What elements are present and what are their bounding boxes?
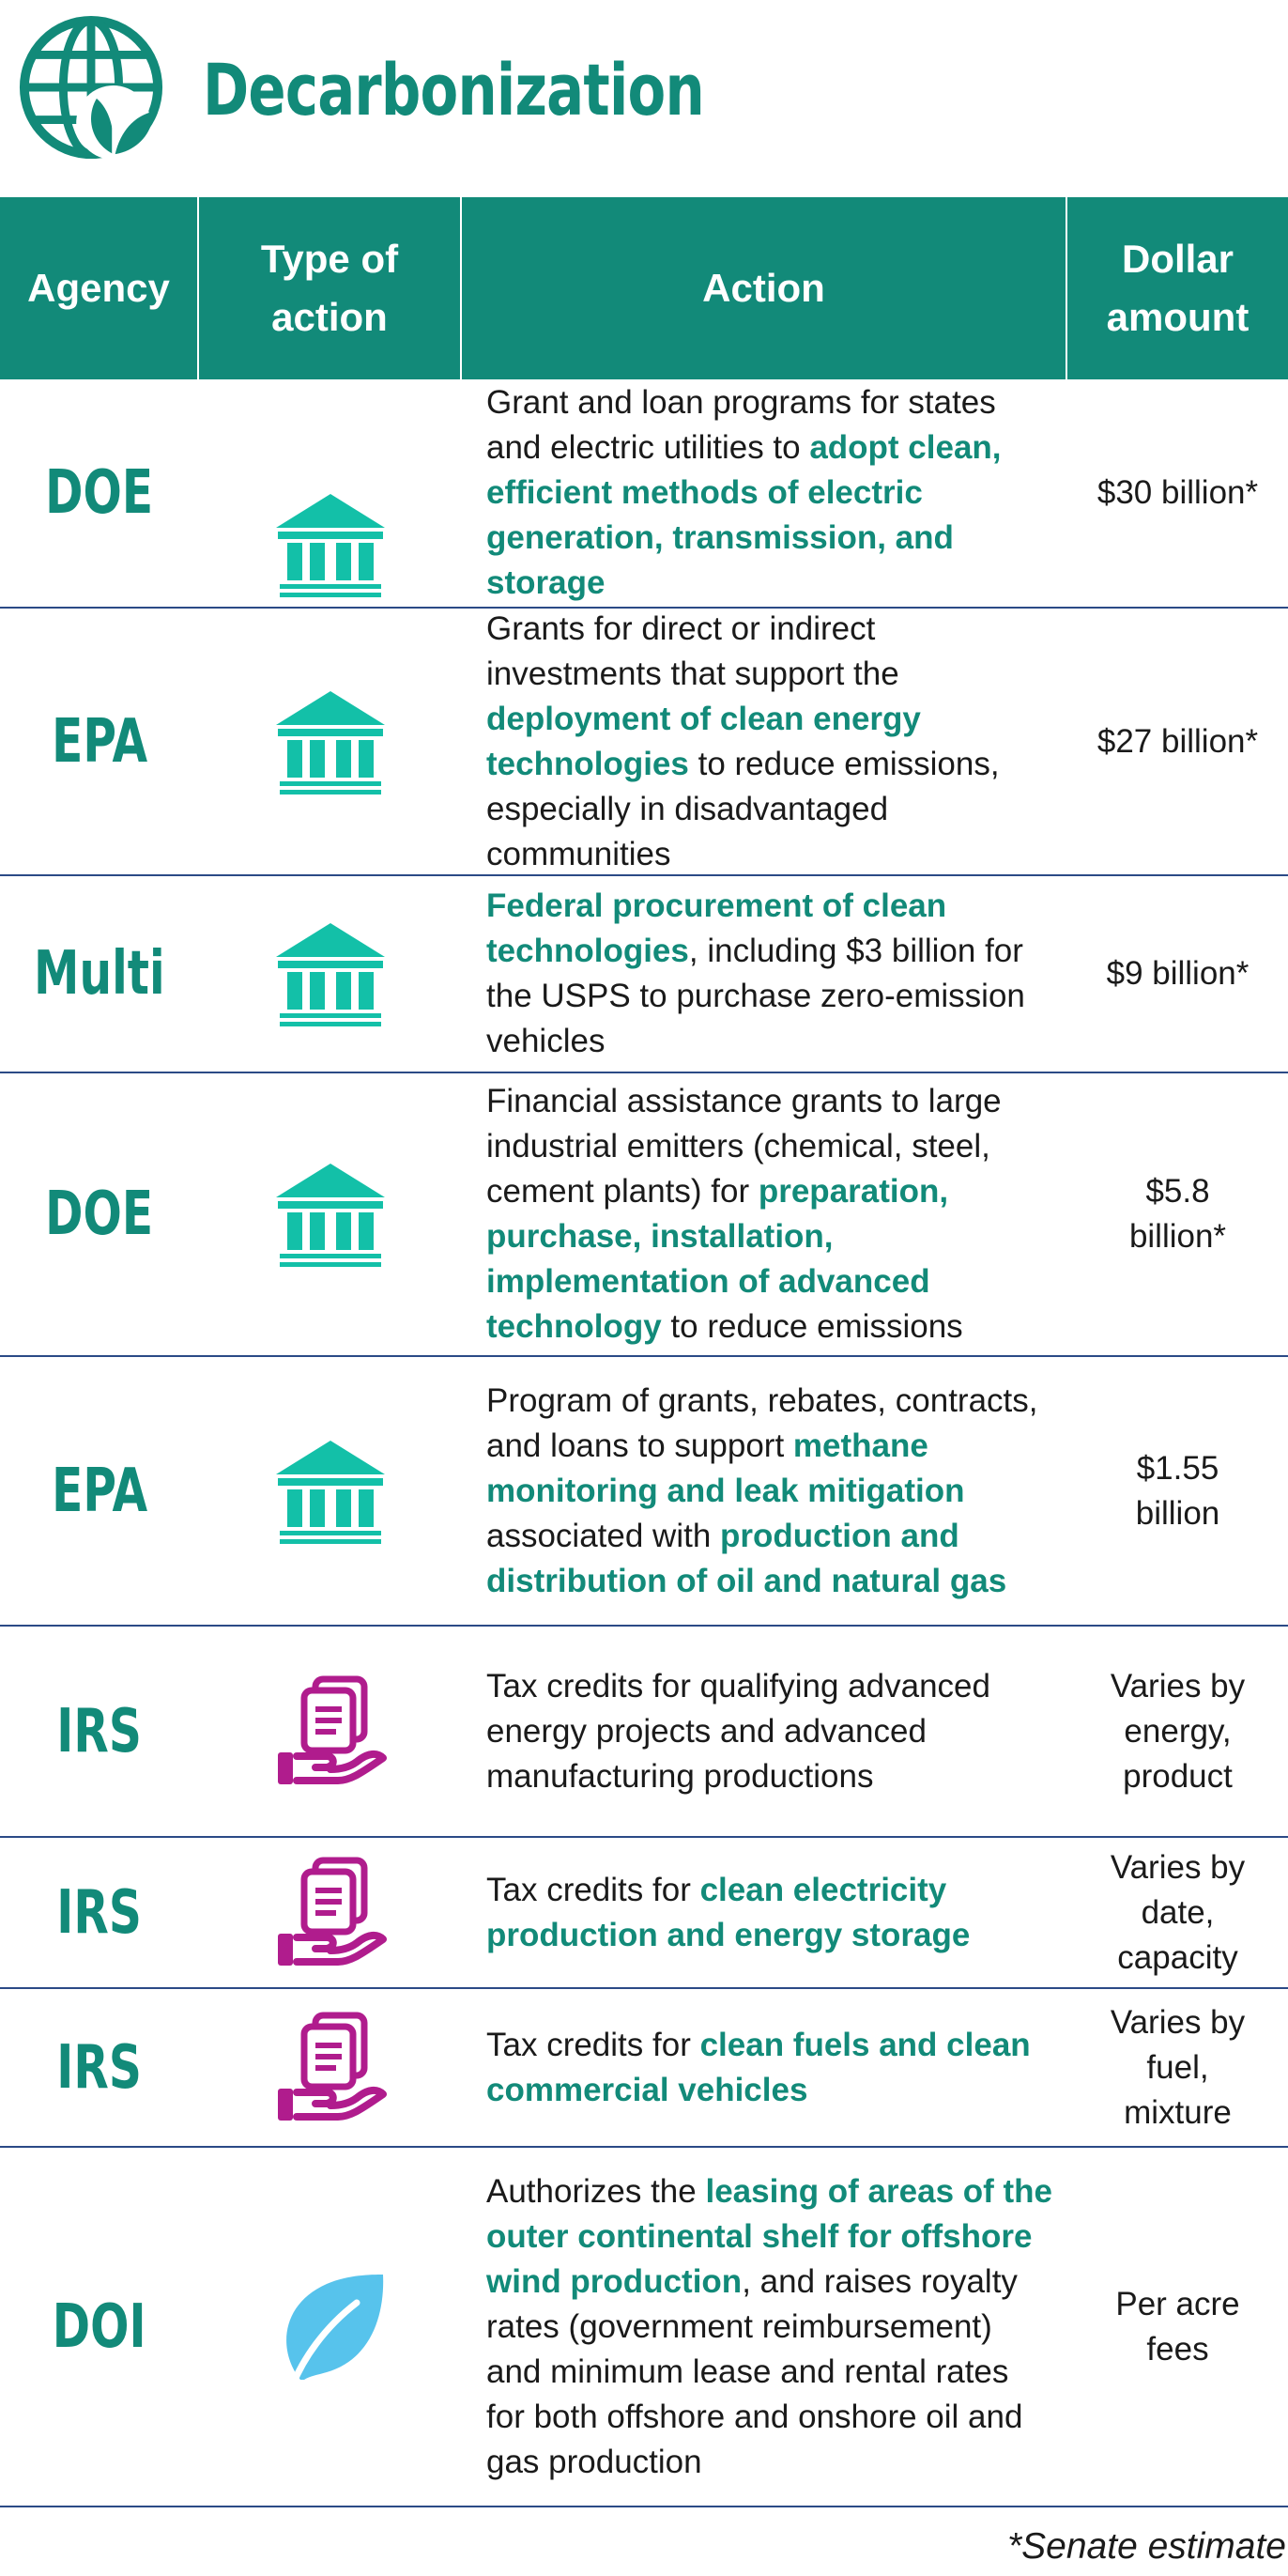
action-text — [486, 607, 1054, 877]
table-row — [0, 1073, 1288, 1357]
amount-cell — [1067, 1989, 1288, 2146]
agency-label: DOI — [53, 2291, 146, 2362]
action-highlight: clean electricity production and energy storage — [486, 1871, 971, 1953]
action-text — [486, 2169, 1054, 2485]
action-cell — [462, 876, 1067, 1072]
type-cell — [199, 1989, 462, 2146]
action-segment: , and raises royalty rates (government reimbursement) and minimum lease and rental rates for both offshore and onshore oil and gas production — [486, 2262, 1023, 2480]
action-segment: Tax credits for — [486, 1871, 700, 1908]
type-cell — [199, 1073, 462, 1355]
action-segment: Grants for direct or indirect investments that support the — [486, 609, 899, 692]
action-cell — [462, 1357, 1067, 1625]
action-highlight: adopt clean, efficient methods of electric generation, transmission, and storage — [486, 429, 1002, 601]
amount-value: $27 billion* — [1096, 722, 1259, 760]
table-body — [0, 379, 1288, 2507]
amount-value: Varies by energy, product — [1110, 1667, 1246, 1795]
action-highlight: Federal procurement of clean technologies — [486, 887, 947, 969]
action-text — [486, 1664, 1054, 1799]
amount-value: $9 billion* — [1106, 955, 1250, 992]
action-highlight: production and distribution of oil and natural gas — [486, 1517, 1007, 1599]
decarbonization-table — [0, 197, 1288, 2507]
amount-cell — [1067, 1838, 1288, 1987]
agency-label: IRS — [56, 2032, 143, 2103]
table-row — [0, 2148, 1288, 2507]
action-cell — [462, 1627, 1067, 1836]
table-row — [0, 379, 1288, 609]
table-row — [0, 1838, 1288, 1989]
agency-cell — [0, 609, 199, 874]
column-header-type: Type of action — [199, 197, 462, 379]
action-cell — [462, 1073, 1067, 1355]
leaf-icon — [274, 2261, 387, 2393]
amount-value: $30 billion* — [1096, 474, 1259, 511]
action-text — [486, 1868, 1054, 1958]
tax-document-hand-icon — [274, 1675, 387, 1788]
globe-leaf-icon — [17, 13, 165, 162]
action-text — [486, 380, 1054, 606]
amount-cell — [1067, 876, 1288, 1072]
action-text — [486, 1079, 1054, 1350]
action-segment: , including $3 billion for the USPS to purchase zero-emission vehicles — [486, 933, 1025, 1059]
table-header-row — [0, 197, 1288, 379]
agency-cell — [0, 876, 199, 1072]
action-segment: Grant and loan programs for states and electric utilities to — [486, 384, 996, 466]
type-cell — [199, 1357, 462, 1625]
action-text — [486, 884, 1054, 1064]
amount-cell — [1067, 609, 1288, 874]
agency-cell — [0, 1073, 199, 1355]
type-cell — [199, 609, 462, 874]
amount-cell — [1067, 1627, 1288, 1836]
table-row — [0, 876, 1288, 1073]
government-building-icon — [274, 1158, 387, 1271]
action-cell — [462, 1838, 1067, 1987]
action-highlight: deployment of clean energy technologies — [486, 700, 921, 782]
action-text — [486, 1379, 1054, 1604]
action-segment: associated with — [486, 1517, 721, 1554]
agency-cell — [0, 1627, 199, 1836]
agency-label: DOE — [45, 458, 154, 528]
action-segment: Tax credits for — [486, 2026, 700, 2063]
page-title: Decarbonization — [203, 48, 704, 131]
action-segment: to reduce emissions, especially in disadvantaged communities — [486, 745, 1000, 872]
action-cell — [462, 609, 1067, 874]
government-building-icon — [274, 686, 387, 798]
table-row — [0, 1627, 1288, 1838]
type-cell — [199, 379, 462, 607]
footnote: *Senate estimate — [1006, 2526, 1286, 2567]
column-header-agency: Agency — [0, 197, 199, 379]
tax-document-hand-icon — [274, 2012, 387, 2124]
action-segment: Tax credits for qualifying advanced energy projects and advanced manufacturing productions — [486, 1667, 990, 1795]
column-header-action: Action — [462, 197, 1067, 379]
type-cell — [199, 876, 462, 1072]
tax-document-hand-icon — [274, 1857, 387, 1969]
action-segment: Program of grants, rebates, contracts, and loans to support — [486, 1381, 1038, 1464]
agency-cell — [0, 1357, 199, 1625]
type-cell — [199, 2148, 462, 2506]
agency-label: IRS — [56, 1877, 143, 1948]
action-cell — [462, 1989, 1067, 2146]
agency-cell — [0, 2148, 199, 2506]
amount-value: Varies by date, capacity — [1110, 1848, 1246, 1976]
agency-label: Multi — [34, 939, 165, 1009]
agency-label: DOE — [45, 1180, 154, 1249]
action-cell — [462, 2148, 1067, 2506]
action-highlight: leasing of areas of the outer continental shelf for offshore wind production — [486, 2172, 1053, 2300]
agency-label: EPA — [51, 706, 148, 777]
action-highlight: clean fuels and clean commercial vehicles — [486, 2026, 1031, 2108]
page-header — [0, 0, 1288, 197]
action-segment: Authorizes the — [486, 2172, 706, 2210]
action-cell — [462, 379, 1067, 607]
action-segment: to reduce emissions — [661, 1308, 963, 1345]
action-segment: Financial assistance grants to large industrial emitters (chemical, steel, cement plants) for — [486, 1083, 1002, 1210]
agency-cell — [0, 379, 199, 607]
action-highlight: preparation, purchase, installation, implementation of advanced technology — [486, 1173, 949, 1345]
government-building-icon — [274, 488, 387, 601]
table-row — [0, 1989, 1288, 2148]
amount-value: Varies by fuel, mixture — [1110, 2003, 1246, 2131]
amount-value: Per acre fees — [1115, 2285, 1240, 2368]
amount-cell — [1067, 1073, 1288, 1355]
action-highlight: methane monitoring and leak mitigation — [486, 1427, 965, 1509]
agency-label: IRS — [56, 1696, 143, 1766]
amount-cell — [1067, 379, 1288, 607]
amount-value: $1.55 billion — [1135, 1449, 1220, 1532]
type-cell — [199, 1627, 462, 1836]
agency-cell — [0, 1838, 199, 1987]
table-row — [0, 1357, 1288, 1627]
type-cell — [199, 1838, 462, 1987]
agency-label: EPA — [51, 1456, 148, 1526]
amount-value: $5.8 billion* — [1128, 1173, 1227, 1255]
amount-cell — [1067, 2148, 1288, 2506]
amount-cell — [1067, 1357, 1288, 1625]
government-building-icon — [274, 1435, 387, 1548]
column-header-amount: Dollar amount — [1106, 237, 1250, 339]
agency-cell — [0, 1989, 199, 2146]
table-row — [0, 609, 1288, 876]
action-text — [486, 2023, 1054, 2113]
government-building-icon — [274, 918, 387, 1030]
